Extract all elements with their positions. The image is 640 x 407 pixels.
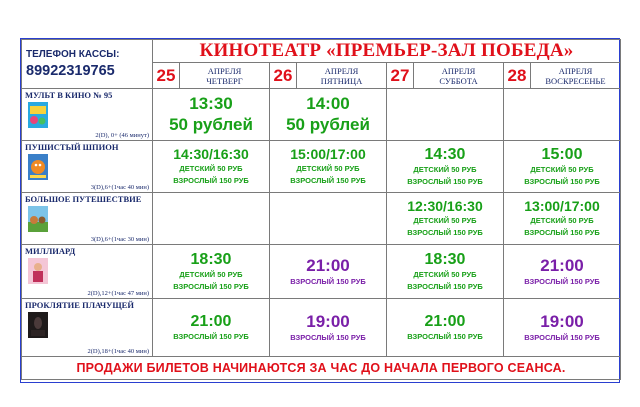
film-cell [22,89,153,141]
film-info: 3(D),6+(1час 40 мин) [90,184,149,191]
adult-price: ВЗРОСЛЫЙ 150 РУБ [524,332,600,342]
film-cell [22,193,153,245]
session-time: 15:00/17:00 [290,146,366,162]
session-price: 50 рублей [169,114,253,134]
film-info: 2(D),12+(1час 47 мин) [87,290,149,297]
box-office-cell [22,40,153,89]
film-row [22,141,621,193]
film-poster-image [28,154,48,180]
adult-price: ВЗРОСЛЫЙ 150 РУБ [173,176,249,185]
box-office-label: ТЕЛЕФОН КАССЫ: [26,49,120,60]
session-time: 14:00 [306,93,350,113]
child-price: ДЕТСКИЙ 50 РУБ [296,164,360,173]
session-time: 14:30/16:30 [173,146,249,162]
film-title: МИЛЛИАРД [25,246,76,256]
film-poster-image [28,102,48,128]
date-header-1 [153,63,270,89]
date-weekday: ПЯТНИЦА [320,75,363,86]
session-cell [504,299,621,357]
adult-price: ВЗРОСЛЫЙ 150 РУБ [407,177,483,186]
session-price: 50 рублей [286,114,370,134]
child-price: ДЕТСКИЙ 50 РУБ [530,216,594,225]
date-weekday: ВОСКРЕСЕНЬЕ [545,75,606,86]
film-row [22,193,621,245]
film-row [22,299,621,357]
child-price: ДЕТСКИЙ 50 РУБ [530,165,594,174]
date-month: АПРЕЛЯ [558,65,593,76]
film-title: МУЛЬТ В КИНО № 95 [25,90,113,100]
session-cell [504,245,621,299]
adult-price: ВЗРОСЛЫЙ 150 РУБ [290,276,366,286]
session-cell [153,245,270,299]
session-time: 21:00 [540,255,584,275]
cinema-title: КИНОТЕАТР «ПРЕМЬЕР-ЗАЛ ПОБЕДА» [153,40,621,63]
adult-price: ВЗРОСЛЫЙ 150 РУБ [407,332,483,341]
child-price: ДЕТСКИЙ 50 РУБ [413,165,477,174]
child-price: ДЕТСКИЙ 50 РУБ [179,164,243,173]
date-month: АПРЕЛЯ [207,65,242,76]
session-time: 13:30 [189,93,233,113]
box-office-phone[interactable]: 89922319765 [26,63,115,79]
session-cell [153,89,270,141]
date-number: 28 [504,63,531,88]
film-info: 2(D), 0+ (46 минут) [95,132,149,139]
film-cell [22,245,153,299]
child-price: ДЕТСКИЙ 50 РУБ [413,216,477,225]
film-poster-image [28,258,48,284]
session-time: 19:00 [306,311,350,331]
session-cell [387,141,504,193]
date-number: 27 [387,63,414,88]
session-cell-empty [270,193,387,245]
session-cell [387,245,504,299]
session-time: 13:00/17:00 [524,198,600,214]
session-cell-empty [504,89,621,141]
date-weekday: ЧЕТВЕРГ [206,75,243,86]
session-cell-empty [153,193,270,245]
film-poster-image [28,312,48,338]
session-time: 21:00 [306,255,350,275]
session-time: 19:00 [540,311,584,331]
session-cell [270,89,387,141]
date-number: 25 [153,63,180,88]
film-title: ПУШИСТЫЙ ШПИОН [25,142,119,152]
film-poster-image [28,206,48,232]
date-header-4 [504,63,621,89]
date-header-3 [387,63,504,89]
session-cell [504,193,621,245]
adult-price: ВЗРОСЛЫЙ 150 РУБ [407,282,483,291]
ticket-sales-notice: ПРОДАЖИ БИЛЕТОВ НАЧИНАЮТСЯ ЗА ЧАС ДО НАЧАЛА ПЕРВОГО СЕАНСА. [22,357,621,380]
session-cell [504,141,621,193]
film-info: 3(D),6+(1час 30 мин) [90,236,149,243]
film-title: БОЛЬШОЕ ПУТЕШЕСТВИЕ [25,194,142,204]
session-time: 21:00 [424,313,466,330]
date-month: АПРЕЛЯ [441,65,476,76]
adult-price: ВЗРОСЛЫЙ 150 РУБ [290,176,366,185]
film-title: ПРОКЛЯТИЕ ПЛАЧУЩЕЙ [25,300,134,310]
adult-price: ВЗРОСЛЫЙ 150 РУБ [173,332,249,341]
session-time: 21:00 [190,313,232,330]
adult-price: ВЗРОСЛЫЙ 150 РУБ [524,177,600,186]
session-cell [270,141,387,193]
film-cell [22,141,153,193]
session-cell [153,299,270,357]
session-cell-empty [387,89,504,141]
adult-price: ВЗРОСЛЫЙ 150 РУБ [173,282,249,291]
session-cell [270,245,387,299]
adult-price: ВЗРОСЛЫЙ 150 РУБ [290,332,366,342]
date-number: 26 [270,63,297,88]
session-cell [387,193,504,245]
session-time: 15:00 [541,146,583,163]
adult-price: ВЗРОСЛЫЙ 150 РУБ [524,276,600,286]
session-time: 18:30 [190,251,232,268]
session-time: 14:30 [424,146,466,163]
session-cell [153,141,270,193]
session-time: 18:30 [424,251,466,268]
child-price: ДЕТСКИЙ 50 РУБ [413,270,477,279]
adult-price: ВЗРОСЛЫЙ 150 РУБ [407,228,483,237]
film-cell [22,299,153,357]
date-weekday: СУББОТА [439,75,478,86]
schedule-sheet [20,38,620,383]
session-cell [270,299,387,357]
film-row [22,245,621,299]
session-cell [387,299,504,357]
film-row [22,89,621,141]
session-time: 12:30/16:30 [407,198,483,214]
adult-price: ВЗРОСЛЫЙ 150 РУБ [524,228,600,237]
date-header-2 [270,63,387,89]
child-price: ДЕТСКИЙ 50 РУБ [179,270,243,279]
schedule-table [21,39,621,380]
film-info: 2(D),18+(1час 40 мин) [87,348,149,355]
date-month: АПРЕЛЯ [324,65,359,76]
